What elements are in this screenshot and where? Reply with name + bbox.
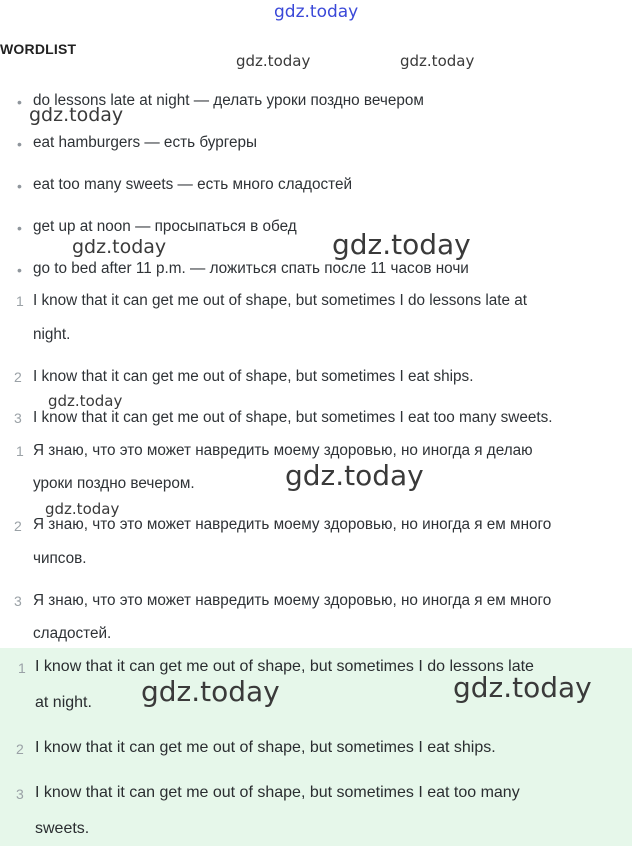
wordlist-item: go to bed after 11 p.m. — ложиться спать после 11 часов ночи [33,260,469,277]
answer-line: I know that it can get me out of shape, but sometimes I eat too many [35,784,520,801]
watermark: gdz.today [72,236,167,258]
watermark: gdz.today [141,675,280,708]
answer-number: 1 [16,293,24,309]
answer-line: сладостей. [33,625,112,642]
bullet-icon: • [17,178,22,194]
wordlist-item: eat too many sweets — есть много сладостей [33,176,352,193]
answer-number: 2 [16,741,24,757]
watermark: gdz.today [274,2,359,22]
bullet-icon: • [17,220,22,236]
watermark: gdz.today [236,52,311,70]
bullet-icon: • [17,262,22,278]
answer-number: 3 [16,786,24,802]
watermark: gdz.today [48,392,123,410]
watermark: gdz.today [29,104,124,126]
wordlist-title: WORDLIST [0,41,77,57]
answer-number: 3 [14,593,22,609]
wordlist-item: do lessons late at night — делать уроки поздно вечером [33,92,424,109]
bullet-icon: • [17,94,22,110]
answer-line: sweets. [35,820,90,837]
answer-line: Я знаю, что это может навредить моему здоровью, но иногда я ем много [33,516,552,533]
bullet-icon: • [17,136,22,152]
answer-line: уроки поздно вечером. [33,475,195,492]
answer-number: 1 [18,660,26,676]
answer-line: I know that it can get me out of shape, but sometimes I do lessons late at [33,292,528,309]
answer-line: I know that it can get me out of shape, but sometimes I do lessons late [35,658,534,675]
watermark: gdz.today [45,500,120,518]
watermark: gdz.today [285,459,424,492]
answer-number: 2 [14,518,22,534]
watermark: gdz.today [453,671,592,704]
answer-line: I know that it can get me out of shape, but sometimes I eat ships. [35,739,496,756]
answer-line: Я знаю, что это может навредить моему здоровью, но иногда я делаю [33,442,533,459]
answer-number: 2 [14,369,22,385]
answer-line: I know that it can get me out of shape, but sometimes I eat ships. [33,368,474,385]
watermark: gdz.today [400,52,475,70]
wordlist-item: eat hamburgers — есть бургеры [33,134,257,151]
answer-number: 3 [14,410,22,426]
answer-line: night. [33,326,71,343]
answer-line: Я знаю, что это может навредить моему здоровью, но иногда я ем много [33,592,552,609]
answer-line: чипсов. [33,550,87,567]
wordlist-item: get up at noon — просыпаться в обед [33,218,297,235]
watermark: gdz.today [332,228,471,261]
answer-line: at night. [35,694,92,711]
answer-line: I know that it can get me out of shape, but sometimes I eat too many sweets. [33,409,553,426]
answer-number: 1 [16,443,24,459]
